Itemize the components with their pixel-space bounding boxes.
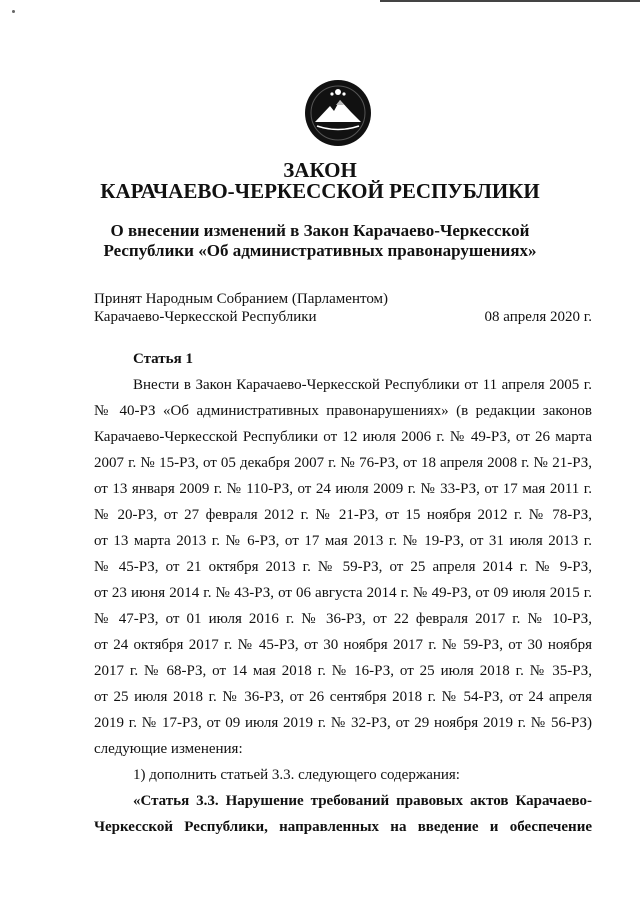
body-line: 2017 г. № 68-РЗ, от 14 мая 2018 г. № 16-РЗ, от 25 июля 2018 г. № 35-РЗ, — [94, 663, 592, 679]
law-title: ЗАКОН — [283, 158, 357, 182]
body-line: следующие изменения: — [94, 741, 243, 757]
body-line: № 45-РЗ, от 21 октября 2013 г. № 59-РЗ, от 25 апреля 2014 г. № 9-РЗ, — [94, 559, 592, 575]
article-heading: Статья 1 — [133, 351, 193, 367]
new-article-title-line-2: Черкесской Республики, направленных на введение и обеспечение — [94, 819, 592, 835]
body-line: № 40-РЗ «Об административных правонарушениях» (в редакции законов — [94, 403, 592, 419]
republic-name: КАРАЧАЕВО-ЧЕРКЕССКОЙ РЕСПУБЛИКИ — [100, 179, 540, 203]
body-line: 2019 г. № 17-РЗ, от 09 июля 2019 г. № 32-РЗ, от 29 ноября 2019 г. № 56-РЗ) — [94, 715, 592, 731]
scan-dot — [12, 10, 15, 13]
body-line: 2007 г. № 15-РЗ, от 05 декабря 2007 г. № 76-РЗ, от 18 апреля 2008 г. № 21-РЗ, — [94, 455, 592, 471]
law-subject-line-1: О внесении изменений в Закон Карачаево-Черкесской — [110, 221, 530, 240]
body-line: № 20-РЗ, от 27 февраля 2012 г. № 21-РЗ, от 15 ноября 2012 г. № 78-РЗ, — [94, 507, 592, 523]
adoption-line-2: Карачаево-Черкесской Республики — [94, 309, 317, 325]
body-line: от 24 октября 2017 г. № 45-РЗ, от 30 ноября 2017 г. № 59-РЗ, от 30 ноября — [94, 637, 592, 653]
adoption-date: 08 апреля 2020 г. — [484, 309, 592, 325]
body-line: Карачаево-Черкесской Республики от 12 июля 2006 г. № 49-РЗ, от 26 марта — [94, 429, 592, 445]
body-line: Внести в Закон Карачаево-Черкесской Республики от 11 апреля 2005 г. — [133, 377, 592, 393]
new-article-title-line-1: «Статья 3.3. Нарушение требований правовых актов Карачаево- — [133, 793, 592, 809]
body-line: от 13 января 2009 г. № 110-РЗ, от 24 июля 2009 г. № 33-РЗ, от 17 мая 2011 г. — [94, 481, 592, 497]
body-line: от 13 марта 2013 г. № 6-РЗ, от 17 мая 2013 г. № 19-РЗ, от 31 июля 2013 г. — [94, 533, 592, 549]
adoption-line-1: Принят Народным Собранием (Парламентом) — [94, 291, 389, 307]
body-line: от 23 июня 2014 г. № 43-РЗ, от 06 августа 2014 г. № 49-РЗ, от 09 июля 2015 г. — [94, 585, 592, 601]
karachay-cherkess-coat-of-arms-icon — [303, 78, 373, 148]
amendment-item-1: 1) дополнить статьей 3.3. следующего содержания: — [133, 767, 460, 783]
body-line: от 25 июля 2018 г. № 36-РЗ, от 26 сентября 2018 г. № 54-РЗ, от 24 апреля — [94, 689, 592, 705]
law-subject-line-2: Республики «Об административных правонарушениях» — [103, 241, 537, 260]
scan-edge-mark — [0, 0, 640, 2]
body-line: № 47-РЗ, от 01 июля 2016 г. № 36-РЗ, от 22 февраля 2017 г. № 10-РЗ, — [94, 611, 592, 627]
